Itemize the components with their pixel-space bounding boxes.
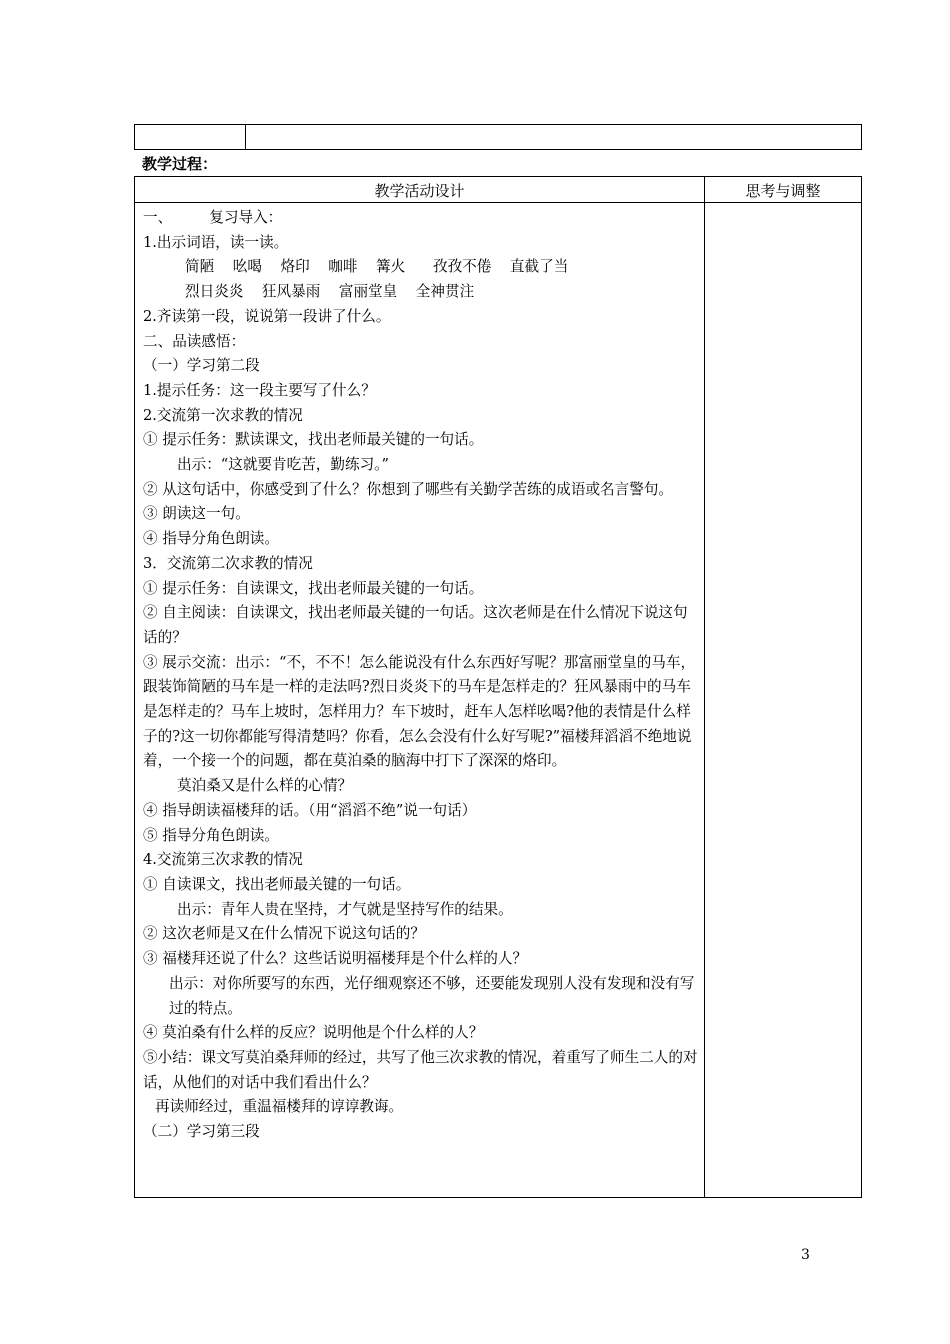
content-line: 二、品读感悟： <box>143 332 246 350</box>
content-line: ④ 莫泊桑有什么样的反应？说明他是个什么样的人？ <box>143 1024 484 1042</box>
content-line: 2.齐读第一段，说说第一段讲了什么。 <box>143 307 391 325</box>
content-line: 2.交流第一次求教的情况 <box>143 406 303 424</box>
content-line: ⑤ 指导分角色朗读。 <box>143 826 279 844</box>
section-title: 教学过程： <box>142 155 218 173</box>
table-header-row <box>135 177 861 203</box>
vocab-line: 烈日炎炎 狂风暴雨 富丽堂皇 全神贯注 <box>185 283 475 301</box>
content-paragraph: 出示：对你所要写的东西，光仔细观察还不够，还要能发现别人没有发现和没有写过的特点。 <box>169 974 695 1017</box>
content-line: 一、 复习导入： <box>143 209 283 226</box>
column-divider <box>704 177 705 1197</box>
content-paragraph: ② 从这句话中，你感受到了什么？你想到了哪些有关勤学苦练的成语或名言警句。 <box>143 480 674 498</box>
content-line: 4.交流第三次求教的情况 <box>143 851 303 869</box>
content-line: ① 自读课文，找出老师最关键的一句话。 <box>143 875 411 893</box>
content-line: ④ 指导分角色朗读。 <box>143 530 279 548</box>
activity-content <box>143 206 699 1145</box>
content-paragraph: ③ 展示交流：出示：“不，不不！怎么能说没有什么东西好写呢？那富丽堂皇的马车，跟装饰简陋的马车是一样的走法吗?烈日炎炎下的马车是怎样走的？狂风暴雨中的马车是怎样走的？马车上坡时，怎样用力？车下坡时，赶车人怎样吆喝?他的表情是什么样子的?这一切你都能写得清楚吗？你看，怎么会没有什么好写呢?”福楼拜滔滔不绝地说着，一个接一个的问题，都在莫泊桑的脑海中打下了深深的烙印。 <box>143 653 696 770</box>
content-line: 3．交流第二次求教的情况 <box>143 554 313 572</box>
content-line: （一）学习第二段 <box>143 357 260 375</box>
content-line: （二）学习第三段 <box>143 1123 260 1141</box>
content-paragraph: ② 自主阅读：自读课文，找出老师最关键的一句话。这次老师是在什么情况下说这句话的？ <box>143 604 688 646</box>
content-line: 1.出示词语，读一读。 <box>143 233 289 251</box>
header-reflection: 思考与调整 <box>745 182 821 200</box>
vocab-line: 简陋 吆喝 烙印 咖啡 篝火 孜孜不倦 直截了当 <box>185 258 569 276</box>
teaching-process-table <box>134 176 862 1198</box>
content-line: ① 提示任务：自读课文，找出老师最关键的一句话。 <box>143 579 484 597</box>
header-activity-design: 教学活动设计 <box>374 182 465 200</box>
quote-line: 出示：“这就要肯吃苦，勤练习。” <box>177 456 389 474</box>
content-line: ② 这次老师是又在什么情况下说这句话的？ <box>143 925 425 943</box>
top-table-divider <box>245 125 246 149</box>
content-paragraph: ⑤小结：课文写莫泊桑拜师的经过，共写了他三次求教的情况，着重写了师生二人的对话，从他们的对话中我们看出什么？ <box>143 1048 698 1091</box>
content-line: ③ 朗读这一句。 <box>143 505 250 523</box>
page-number: 3 <box>801 1247 810 1263</box>
content-line: 再读师经过，重温福楼拜的谆谆教诲。 <box>155 1098 404 1116</box>
content-line: ③ 福楼拜还说了什么？这些话说明福楼拜是个什么样的人？ <box>143 950 528 968</box>
top-table <box>134 124 862 150</box>
content-line: ① 提示任务：默读课文，找出老师最关键的一句话。 <box>143 431 484 449</box>
quote-line: 出示：青年人贵在坚持，才气就是坚持写作的结果。 <box>177 900 513 918</box>
content-line: ④ 指导朗读福楼拜的话。（用“滔滔不绝”说一句话） <box>143 801 477 819</box>
content-line: 1.提示任务：这一段主要写了什么？ <box>143 381 376 399</box>
quote-line: 莫泊桑又是什么样的心情？ <box>177 777 353 795</box>
